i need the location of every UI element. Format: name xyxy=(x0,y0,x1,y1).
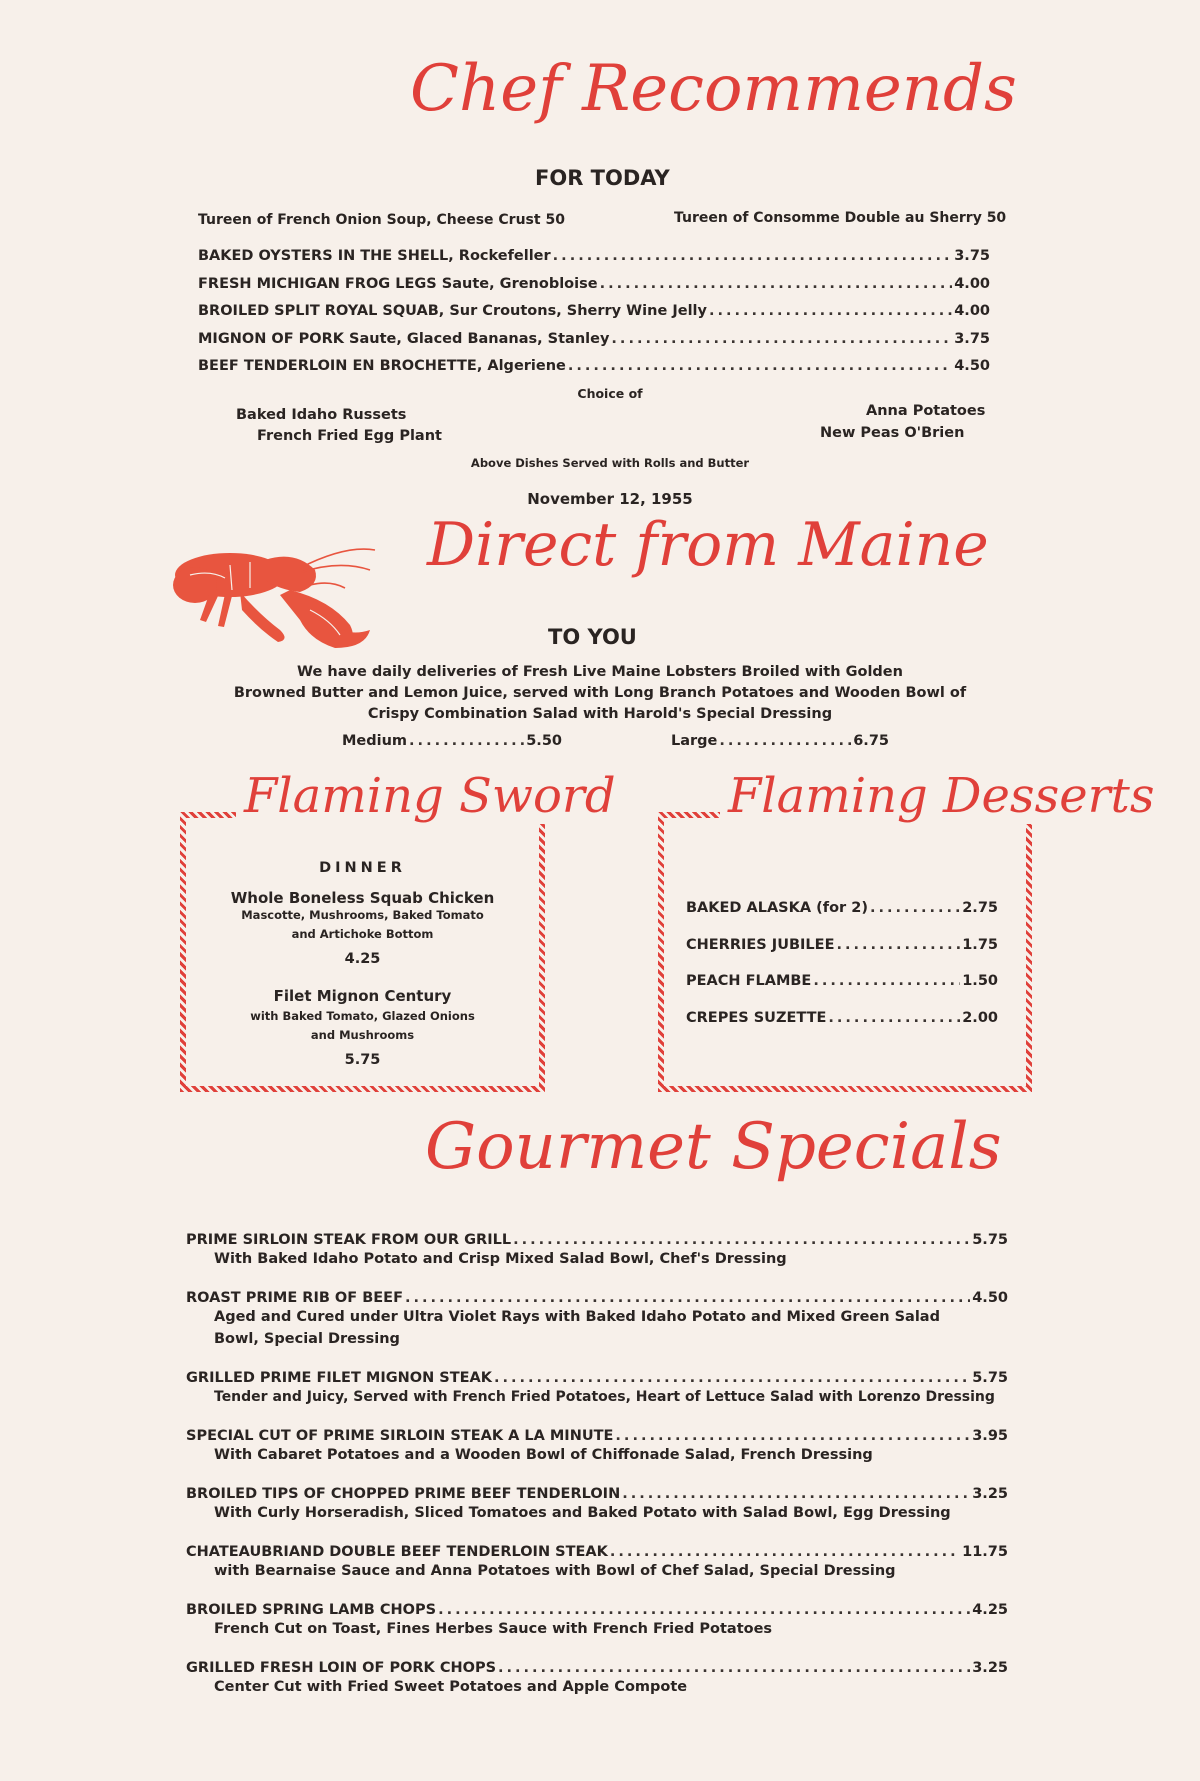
gourmet-item xyxy=(186,1290,1008,1370)
gourmet-item-desc: Bowl, Special Dressing xyxy=(214,1331,400,1347)
gourmet-item-price: 3.25 xyxy=(972,1486,1008,1502)
chef-recommends-title: Chef Recommends xyxy=(410,52,1017,126)
dessert-name: CREPES SUZETTE xyxy=(686,1009,827,1026)
dessert-price: 2.75 xyxy=(962,900,998,916)
chef-item xyxy=(198,303,990,331)
leader-dots xyxy=(405,1290,970,1306)
gourmet-item-price: 4.50 xyxy=(972,1290,1008,1306)
choice-left-1: Baked Idaho Russets xyxy=(236,407,407,423)
gourmet-item-price: 11.75 xyxy=(962,1544,1008,1560)
leader-dots xyxy=(600,276,953,292)
gourmet-item-desc: With Curly Horseradish, Sliced Tomatoes and Baked Potato with Salad Bowl, Egg Dressing xyxy=(214,1505,951,1521)
soup-left: Tureen of French Onion Soup, Cheese Crust 50 xyxy=(198,212,565,228)
dessert-price: 2.00 xyxy=(962,1009,998,1026)
maine-desc-line: Browned Butter and Lemon Juice, served with Long Branch Potatoes and Wooden Bowl of xyxy=(233,685,967,701)
leader-dots xyxy=(615,1428,970,1444)
gourmet-item-name: GRILLED FRESH LOIN OF PORK CHOPS xyxy=(186,1660,497,1676)
chef-item-name: MIGNON OF PORK Saute, Glaced Bananas, Stanley xyxy=(198,330,610,347)
gourmet-item-name: CHATEAUBRIAND DOUBLE BEEF TENDERLOIN STEAK xyxy=(186,1544,608,1560)
dessert-price: 1.75 xyxy=(962,936,998,953)
sword-item2-desc-1: with Baked Tomato, Glazed Onions xyxy=(250,1009,475,1023)
served-note: Above Dishes Served with Rolls and Butter xyxy=(470,456,750,470)
gourmet-item xyxy=(186,1428,1008,1486)
gourmet-item-name: PRIME SIRLOIN STEAK FROM OUR GRILL xyxy=(186,1232,512,1248)
gourmet-item-name: SPECIAL CUT OF PRIME SIRLOIN STEAK A LA MINUTE xyxy=(186,1428,614,1444)
leader-dots xyxy=(611,331,952,347)
menu-date: November 12, 1955 xyxy=(527,490,693,508)
leader-dots xyxy=(610,1544,960,1560)
choice-left-2: French Fried Egg Plant xyxy=(257,428,442,444)
maine-large-row xyxy=(671,733,889,749)
direct-from-maine-title: Direct from Maine xyxy=(427,510,989,580)
dessert-name: PEACH FLAMBE xyxy=(686,973,812,989)
leader-dots xyxy=(622,1486,970,1502)
chef-item-name: BROILED SPLIT ROYAL SQUAB, Sur Croutons, Sherry Wine Jelly xyxy=(198,303,707,319)
gourmet-item-name: GRILLED PRIME FILET MIGNON STEAK xyxy=(186,1370,492,1386)
gourmet-item-header xyxy=(186,1602,1008,1618)
maine-desc-line: We have daily deliveries of Fresh Live Maine Lobsters Broiled with Golden xyxy=(297,664,903,680)
gourmet-item xyxy=(186,1660,1008,1718)
gourmet-item-header xyxy=(186,1428,1008,1444)
choice-right-1: Anna Potatoes xyxy=(866,403,986,419)
choice-right-2: New Peas O'Brien xyxy=(820,425,965,441)
gourmet-specials-title: Gourmet Specials xyxy=(425,1110,1002,1184)
maine-desc-line: Crispy Combination Salad with Harold's Special Dressing xyxy=(367,706,833,722)
leader-dots xyxy=(409,733,524,749)
chef-item xyxy=(198,276,990,304)
leader-dots xyxy=(719,733,851,749)
sword-item1-name: Whole Boneless Squab Chicken xyxy=(230,889,495,907)
dessert-price: 1.50 xyxy=(962,973,998,989)
gourmet-item-price: 5.75 xyxy=(972,1232,1008,1248)
gourmet-item xyxy=(186,1602,1008,1660)
gourmet-item-header xyxy=(186,1232,1008,1248)
flaming-desserts-title: Flaming Desserts xyxy=(720,768,1162,824)
gourmet-item-price: 3.25 xyxy=(972,1660,1008,1676)
sword-item1-desc-1: Mascotte, Mushrooms, Baked Tomato xyxy=(241,908,484,922)
leader-dots xyxy=(836,937,960,953)
chef-item xyxy=(198,331,990,359)
gourmet-item-name: ROAST PRIME RIB OF BEEF xyxy=(186,1290,403,1306)
leader-dots xyxy=(553,248,953,264)
large-price: 6.75 xyxy=(853,733,889,749)
flaming-sword-title: Flaming Sword xyxy=(236,768,624,824)
leader-dots xyxy=(438,1602,970,1618)
chef-items-list xyxy=(198,248,990,386)
dessert-item xyxy=(686,1010,998,1047)
maine-description xyxy=(150,662,1050,725)
gourmet-item-price: 3.95 xyxy=(972,1428,1008,1444)
dessert-name: BAKED ALASKA (for 2) xyxy=(686,900,868,916)
gourmet-item-desc: With Cabaret Potatoes and a Wooden Bowl of Chiffonade Salad, French Dressing xyxy=(214,1447,873,1463)
dessert-item xyxy=(686,937,998,974)
gourmet-item-name: BROILED TIPS OF CHOPPED PRIME BEEF TENDERLOIN xyxy=(186,1486,621,1502)
sword-item2-name: Filet Mignon Century xyxy=(273,987,452,1005)
choice-label: Choice of xyxy=(577,386,643,401)
chef-item-name: BEEF TENDERLOIN EN BROCHETTE, Algeriene xyxy=(198,358,566,374)
medium-label: Medium xyxy=(342,733,408,749)
gourmet-item xyxy=(186,1232,1008,1290)
chef-item-price: 4.00 xyxy=(954,275,990,292)
gourmet-item-desc: With Baked Idaho Potato and Crisp Mixed Salad Bowl, Chef's Dressing xyxy=(214,1251,787,1267)
gourmet-item-header xyxy=(186,1660,1008,1676)
gourmet-item-price: 4.25 xyxy=(972,1602,1008,1618)
leader-dots xyxy=(494,1370,970,1386)
leader-dots xyxy=(513,1232,970,1248)
leader-dots xyxy=(813,973,960,989)
chef-item-price: 4.00 xyxy=(954,303,990,319)
sword-item1-price: 4.25 xyxy=(344,951,381,967)
large-label: Large xyxy=(671,733,718,749)
maine-medium-row xyxy=(342,733,562,749)
gourmet-item-desc: Tender and Juicy, Served with French Fried Potatoes, Heart of Lettuce Salad with Lorenzo Dressing xyxy=(214,1389,995,1405)
chef-item-name: BAKED OYSTERS IN THE SHELL, Rockefeller xyxy=(198,248,551,264)
gourmet-item-header xyxy=(186,1370,1008,1386)
sword-item2-desc-2: and Mushrooms xyxy=(310,1028,415,1042)
sword-item2-price: 5.75 xyxy=(344,1052,381,1068)
soup-right: Tureen of Consomme Double au Sherry 50 xyxy=(674,210,1007,226)
chef-item-price: 3.75 xyxy=(954,330,990,347)
lobster-illustration xyxy=(170,530,385,665)
gourmet-item xyxy=(186,1370,1008,1428)
gourmet-item xyxy=(186,1544,1008,1602)
chef-item-price: 3.75 xyxy=(954,248,990,264)
gourmet-item xyxy=(186,1486,1008,1544)
dessert-item xyxy=(686,900,998,937)
leader-dots xyxy=(870,900,960,916)
leader-dots xyxy=(828,1010,960,1026)
maine-subtitle: TO YOU xyxy=(548,625,637,649)
chef-subtitle: FOR TODAY xyxy=(535,166,670,190)
gourmet-item-header xyxy=(186,1486,1008,1502)
desserts-list xyxy=(686,900,998,1046)
leader-dots xyxy=(709,303,952,319)
sword-subtitle: DINNER xyxy=(319,860,406,876)
dessert-name: CHERRIES JUBILEE xyxy=(686,936,835,953)
leader-dots xyxy=(498,1660,970,1676)
gourmet-item-desc: Center Cut with Fried Sweet Potatoes and Apple Compote xyxy=(214,1679,688,1695)
gourmet-list xyxy=(186,1232,1008,1718)
gourmet-item-header xyxy=(186,1544,1008,1560)
gourmet-item-price: 5.75 xyxy=(972,1370,1008,1386)
chef-item xyxy=(198,248,990,276)
chef-item-name: FRESH MICHIGAN FROG LEGS Saute, Grenobloise xyxy=(198,275,598,292)
sword-item1-desc-2: and Artichoke Bottom xyxy=(291,927,434,941)
gourmet-item-desc: with Bearnaise Sauce and Anna Potatoes with Bowl of Chef Salad, Special Dressing xyxy=(214,1563,896,1579)
gourmet-item-desc: French Cut on Toast, Fines Herbes Sauce with French Fried Potatoes xyxy=(214,1621,773,1637)
chef-item-price: 4.50 xyxy=(954,358,990,374)
medium-price: 5.50 xyxy=(526,733,562,749)
gourmet-item-name: BROILED SPRING LAMB CHOPS xyxy=(186,1602,437,1618)
gourmet-item-header xyxy=(186,1290,1008,1306)
leader-dots xyxy=(568,358,952,374)
dessert-item xyxy=(686,973,998,1010)
chef-item xyxy=(198,358,990,386)
gourmet-item-desc: Aged and Cured under Ultra Violet Rays with Baked Idaho Potato and Mixed Green Salad xyxy=(214,1309,940,1325)
